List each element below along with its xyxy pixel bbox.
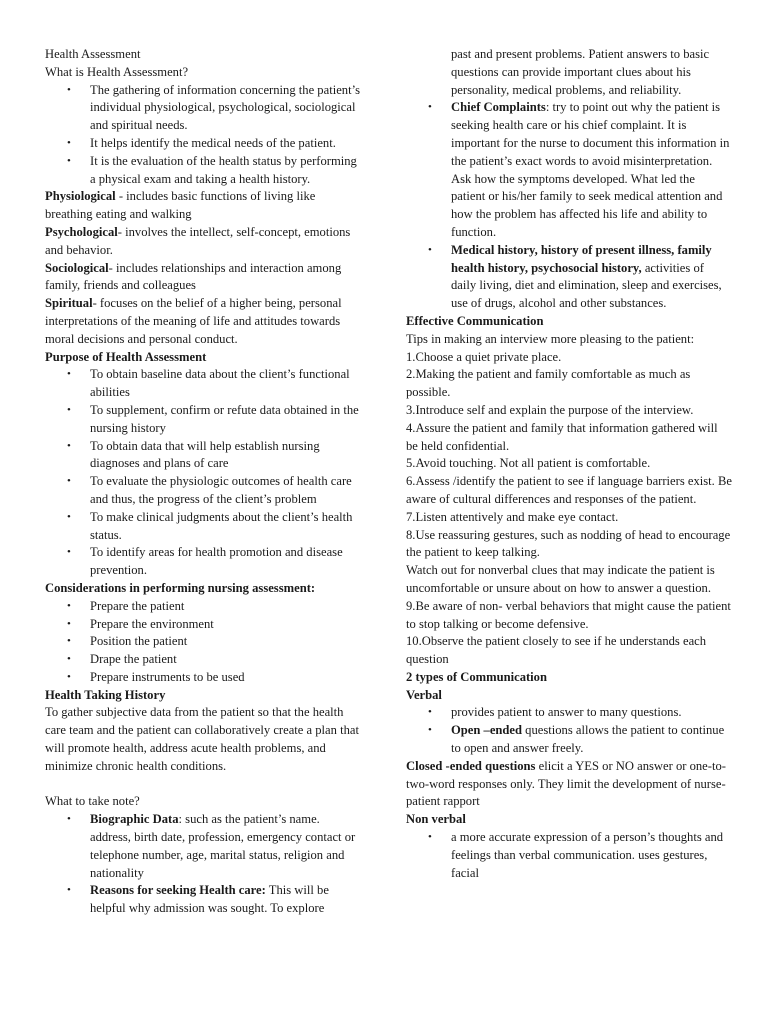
list-item: • Position the patient bbox=[45, 633, 360, 651]
considerations-list bbox=[45, 598, 360, 687]
item-term: Chief Complaints bbox=[451, 100, 546, 115]
item-text: activities of daily living, diet and elimination, sleep and exercises, use of drugs, alcohol and other substances. bbox=[451, 260, 722, 311]
item-term: Closed -ended questions bbox=[406, 758, 536, 773]
tip-item: 10.Observe the patient closely to see if he understands each question bbox=[406, 634, 707, 667]
purpose-list bbox=[45, 366, 360, 580]
item-term: Biographic Data bbox=[90, 812, 179, 827]
note-heading: What to take note? bbox=[45, 794, 140, 809]
item-term: Reasons for seeking Health care: bbox=[90, 883, 266, 898]
list-item: • To obtain baseline data about the client’s functional abilities bbox=[45, 366, 360, 402]
tip-item: 4.Assure the patient and family that information gathered will be held confidential. bbox=[406, 420, 718, 453]
definition-text: - includes basic functions of living like breathing eating and walking bbox=[45, 189, 316, 222]
effective-communication-heading: Effective Communication bbox=[406, 313, 544, 328]
list-item: • To make clinical judgments about the client’s health status. bbox=[45, 509, 360, 545]
list-item: • To obtain data that will help establish nursing diagnoses and plans of care bbox=[45, 438, 360, 474]
list-item bbox=[406, 242, 732, 313]
verbal-heading: Verbal bbox=[406, 687, 442, 702]
list-item bbox=[45, 811, 360, 882]
item-text: elicit a YES or NO answer or one-to-two-word responses only. They limit the development of nurse-patient rapport bbox=[406, 758, 726, 809]
note-list bbox=[45, 811, 360, 918]
list-item: • a more accurate expression of a person’s thoughts and feelings than verbal communication. uses gestures, facial bbox=[406, 829, 732, 882]
list-item: • Prepare the environment bbox=[45, 616, 360, 634]
definition-term: Spiritual bbox=[45, 296, 93, 311]
definition-text: - focuses on the belief of a higher being, personal interpretations of the meaning of life and attitudes towards moral decisions and personal conduct. bbox=[45, 296, 342, 346]
item-text: : try to point out why the patient is seeking health care or his chief complaint. It is important for the nurse to document this information in the patient’s exact words to avoid misinterpretation. Ask how the symptoms developed. What led the patient or his/her family to seek medical attention and how the problem has affected his life and ability to function. bbox=[451, 100, 730, 239]
list-item bbox=[45, 882, 360, 918]
item-term: Medical history, history of present illness, family health history, psychosocial history, bbox=[451, 242, 712, 275]
list-item: • Drape the patient bbox=[45, 651, 360, 669]
history-paragraph: To gather subjective data from the patient so that the health care team and the patient can collaboratively create a plan that will promote health, address acute health problems, and minimize chronic health conditions. bbox=[45, 705, 359, 773]
considerations-heading: Considerations in performing nursing assessment: bbox=[45, 580, 316, 595]
tip-item: 6.Assess /identify the patient to see if language barriers exist. Be aware of cultural differences and responses of the patient. bbox=[406, 474, 732, 506]
what-is-list bbox=[45, 82, 360, 189]
tip-item: 1.Choose a quiet private place. bbox=[406, 349, 562, 364]
list-item bbox=[406, 722, 732, 758]
item-term: Open –ended bbox=[451, 723, 523, 738]
history-heading: Health Taking History bbox=[45, 687, 166, 702]
definition-sociological bbox=[45, 260, 360, 296]
tip-item: 2.Making the patient and family comfortable as much as possible. bbox=[406, 367, 691, 400]
left-column bbox=[45, 46, 360, 918]
document-title: Health Assessment bbox=[45, 47, 141, 61]
list-item: • To evaluate the physiologic outcomes of health care and thus, the progress of the client’s problem bbox=[45, 473, 360, 509]
definition-term: Physiological bbox=[45, 189, 116, 204]
closed-ended-paragraph bbox=[406, 758, 732, 811]
tip-item: 5.Avoid touching. Not all patient is comfortable. bbox=[406, 456, 651, 471]
tip-item: 9.Be aware of non- verbal behaviors that might cause the patient to stop talking or become defensive. bbox=[406, 598, 731, 631]
tip-item: 3.Introduce self and explain the purpose of the interview. bbox=[406, 402, 694, 417]
tip-item: 7.Listen attentively and make eye contact. bbox=[406, 509, 619, 524]
purpose-heading: Purpose of Health Assessment bbox=[45, 349, 207, 364]
list-item: • To supplement, confirm or refute data obtained in the nursing history bbox=[45, 402, 360, 438]
definition-spiritual bbox=[45, 295, 360, 348]
what-is-question: What is Health Assessment? bbox=[45, 64, 189, 79]
list-item: • Prepare instruments to be used bbox=[45, 669, 360, 687]
types-heading: 2 types of Communication bbox=[406, 669, 547, 684]
item-text: This will be helpful why admission was sought. To explore bbox=[90, 883, 329, 916]
list-item: • provides patient to answer to many questions. bbox=[406, 704, 732, 722]
item-text: : such as the patient’s name. address, birth date, profession, emergency contact or telephone number, age, marital status, religion and nationality bbox=[90, 812, 356, 880]
definition-term: Sociological bbox=[45, 260, 109, 275]
tip-item: Watch out for nonverbal clues that may indicate the patient is uncomfortable or unsure about on how to answer a question. bbox=[406, 563, 715, 595]
verbal-list bbox=[406, 704, 732, 757]
list-item: • Prepare the patient bbox=[45, 598, 360, 616]
definition-term: Psychological bbox=[45, 224, 118, 239]
list-item: • To identify areas for health promotion and disease prevention. bbox=[45, 544, 360, 580]
tip-item: 8.Use reassuring gestures, such as nodding of head to encourage the patient to keep talking. bbox=[406, 527, 731, 560]
continuation-paragraph: past and present problems. Patient answers to basic questions can provide important clues about his personality, medical problems, and reliability. bbox=[451, 47, 710, 97]
list-item: • It helps identify the medical needs of the patient. bbox=[45, 135, 360, 153]
item-text: questions allows the patient to continue to open and answer freely. bbox=[451, 723, 725, 756]
nonverbal-heading: Non verbal bbox=[406, 812, 466, 827]
list-item: • The gathering of information concerning the patient’s individual physiological, psychological, sociological and spiritual needs. bbox=[45, 82, 360, 135]
list-item bbox=[406, 99, 732, 241]
definition-psychological bbox=[45, 224, 360, 260]
effective-intro: Tips in making an interview more pleasing to the patient: bbox=[406, 331, 695, 346]
definition-text: - involves the intellect, self-concept, emotions and behavior. bbox=[45, 224, 351, 257]
definition-physiological bbox=[45, 188, 360, 224]
nonverbal-list bbox=[406, 829, 732, 882]
list-item: • It is the evaluation of the health status by performing a physical exam and taking a health history. bbox=[45, 153, 360, 189]
note-list-continued bbox=[406, 99, 732, 313]
definition-text: - includes relationships and interaction among family, friends and colleagues bbox=[45, 260, 342, 293]
right-column bbox=[406, 46, 732, 882]
